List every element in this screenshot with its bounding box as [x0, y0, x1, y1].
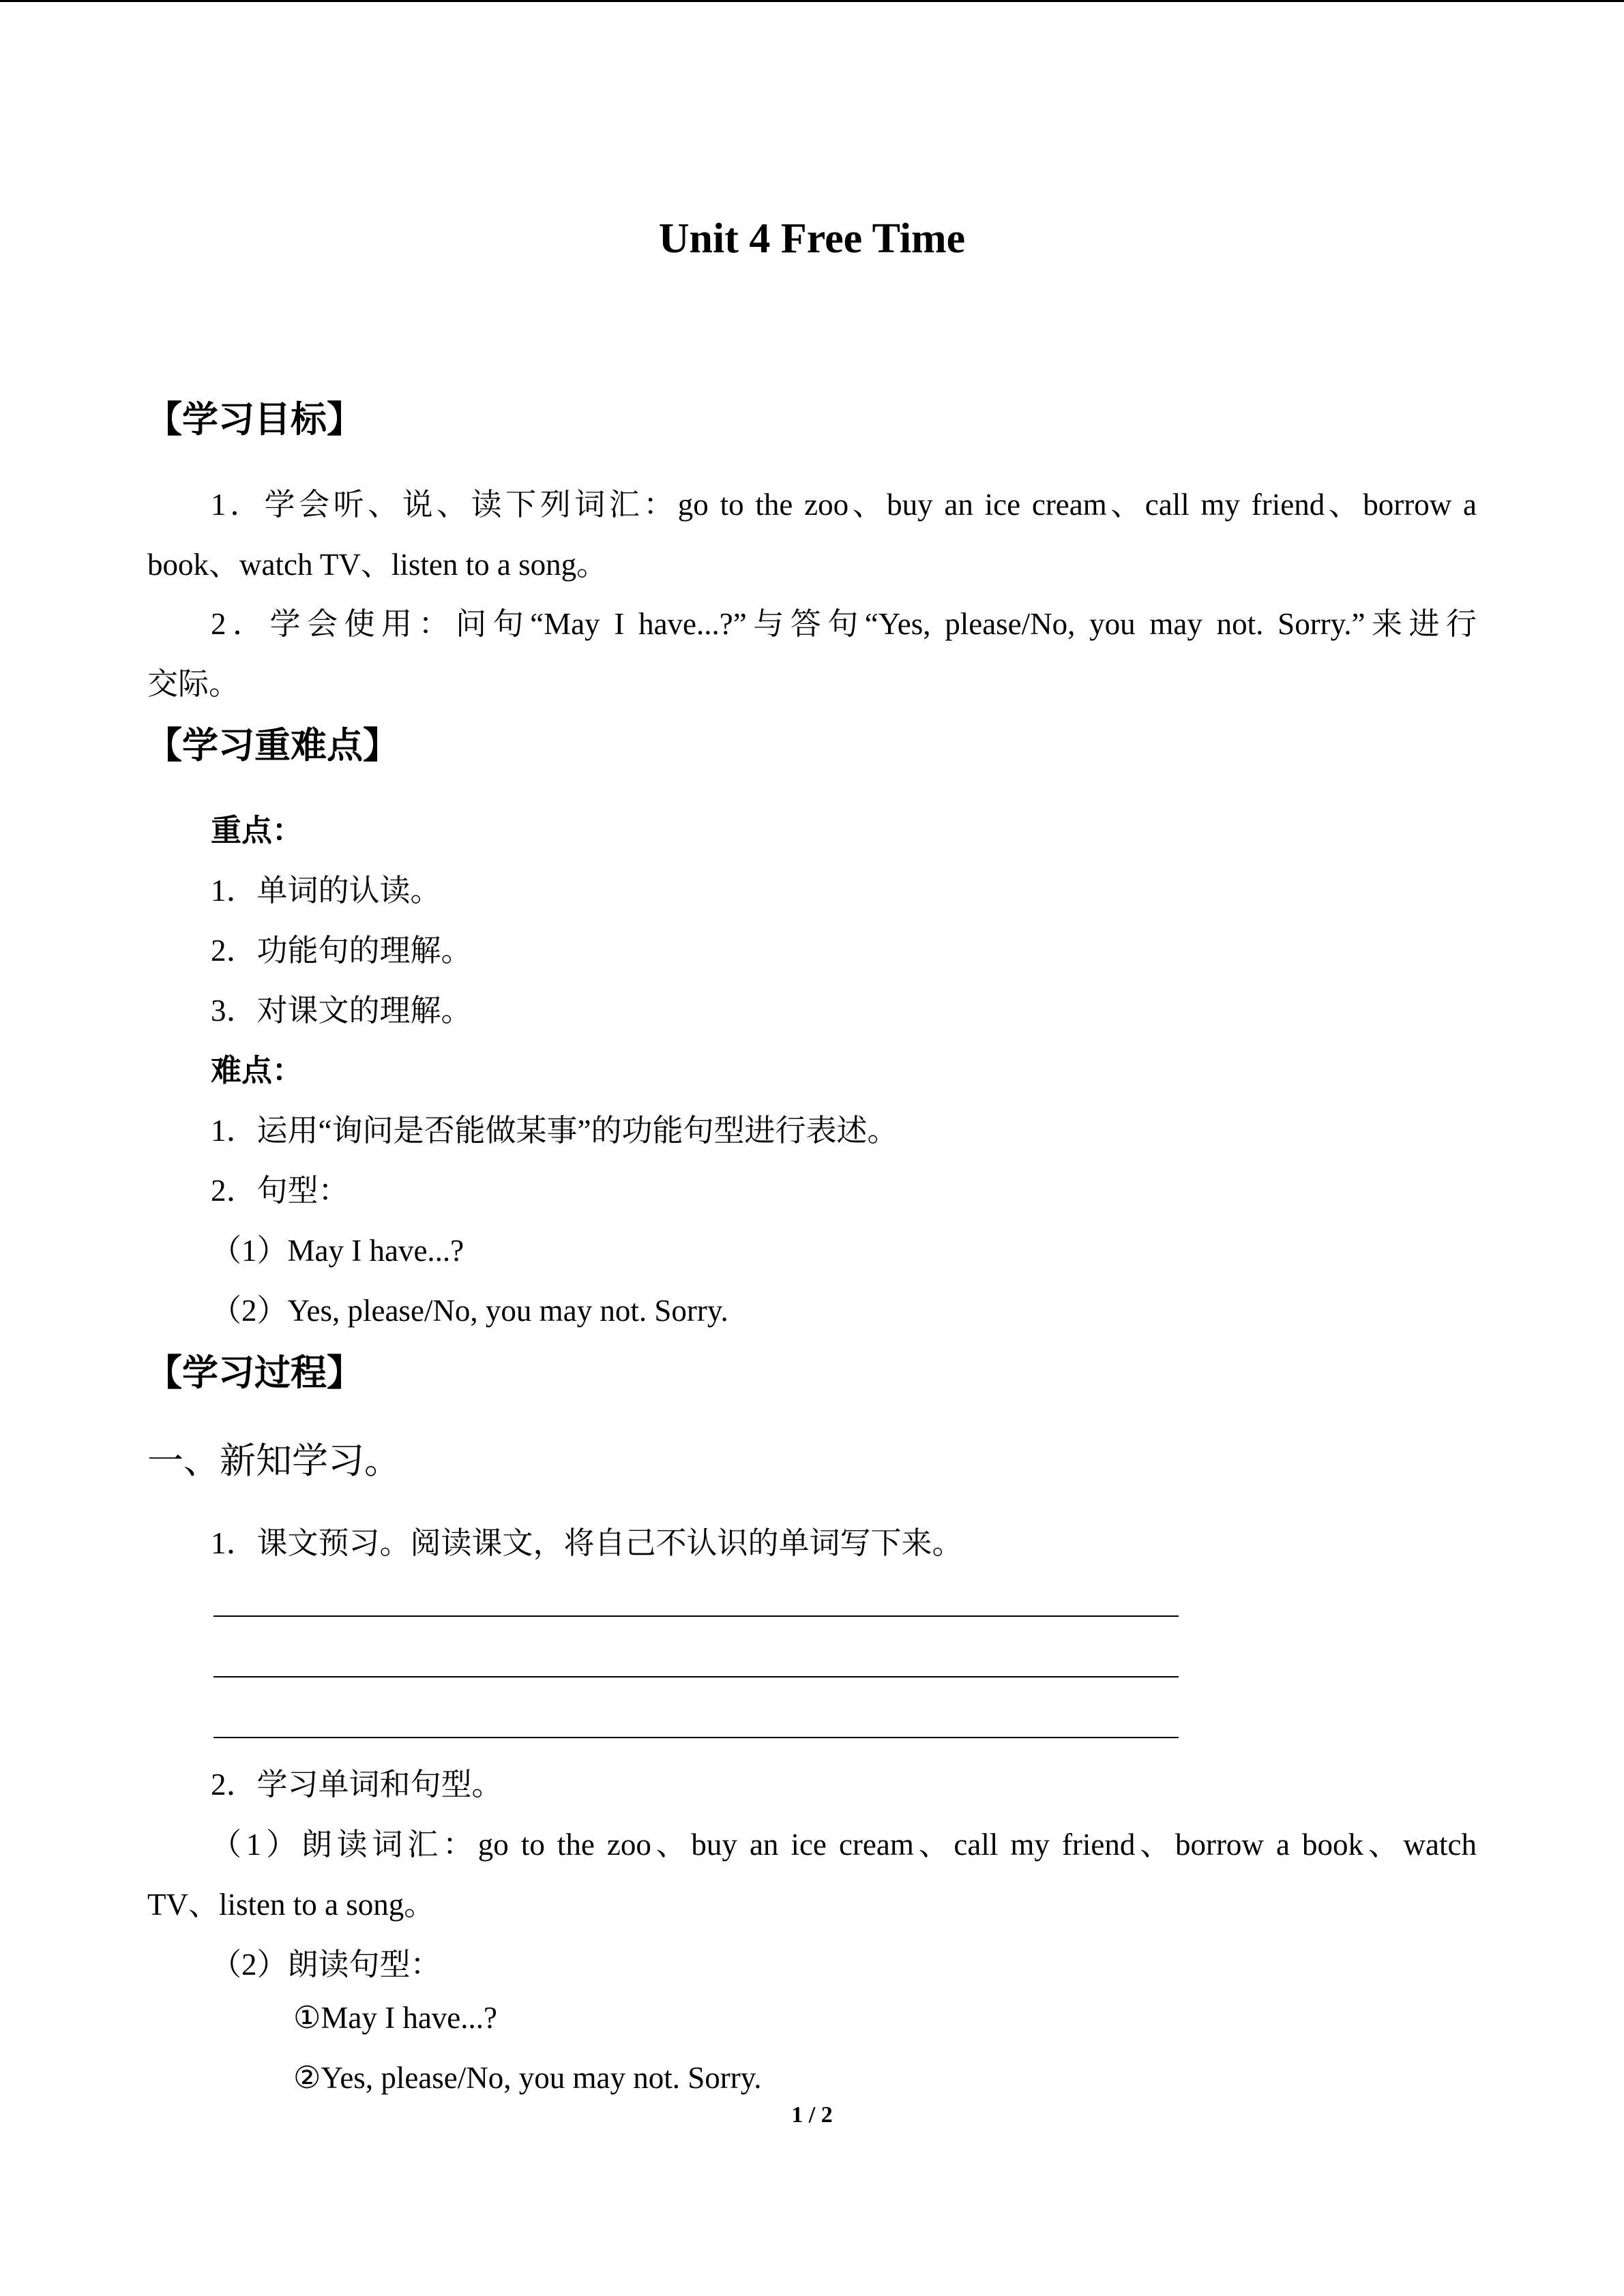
answer-line-3[interactable]	[213, 1737, 1179, 1738]
focus-item-2: 2．功能句的理解。	[211, 934, 472, 968]
document-title: Unit 4 Free Time	[658, 215, 966, 262]
focus-item-1: 1．单词的认读。	[211, 874, 441, 908]
pattern-1: （1）May I have...?	[211, 1234, 464, 1268]
objective-2-line-1: 2．学会使用：问句“May I have...?”与答句“Yes, please/No, you may not. Sorry.”来进行	[211, 607, 1477, 641]
difficulty-item-2: 2．句型：	[211, 1174, 349, 1208]
part-1-heading: 一、新知学习。	[147, 1442, 400, 1481]
focus-label: 重点：	[211, 814, 304, 848]
answer-line-1[interactable]	[213, 1615, 1179, 1617]
section-heading-process: 【学习过程】	[146, 1354, 363, 1393]
section-heading-objectives: 【学习目标】	[146, 400, 363, 440]
difficulty-item-1: 1．运用“询问是否能做某事”的功能句型进行表述。	[211, 1114, 898, 1148]
page-number: 1 / 2	[791, 2102, 833, 2128]
section-heading-key-points: 【学习重难点】	[146, 726, 399, 766]
pattern-2: （2）Yes, please/No, you may not. Sorry.	[211, 1294, 728, 1328]
difficulty-label: 难点：	[211, 1054, 304, 1088]
focus-item-3: 3．对课文的理解。	[211, 994, 472, 1028]
objective-2-line-2: 交际。	[147, 667, 240, 701]
answer-line-2[interactable]	[213, 1676, 1179, 1678]
step-2-text: 2．学习单词和句型。	[211, 1768, 503, 1802]
objective-1-line-2: book、watch TV、listen to a song。	[147, 548, 608, 582]
step-2-sub-1-line-1: （1）朗读词汇：go to the zoo、buy an ice cream、call my friend、borrow a book、watch	[211, 1828, 1477, 1862]
sentence-1: ①May I have...?	[293, 2001, 497, 2035]
step-2-sub-1-line-2: TV、listen to a song。	[147, 1888, 435, 1922]
step-2-sub-2: （2）朗读句型：	[211, 1948, 441, 1982]
step-1-text: 1．课文预习。阅读课文，将自己不认识的单词写下来。	[211, 1526, 963, 1560]
sentence-2: ②Yes, please/No, you may not. Sorry.	[293, 2061, 762, 2095]
objective-1-line-1: 1．学会听、说、读下列词汇：go to the zoo、buy an ice cream、call my friend、borrow a	[211, 488, 1477, 522]
